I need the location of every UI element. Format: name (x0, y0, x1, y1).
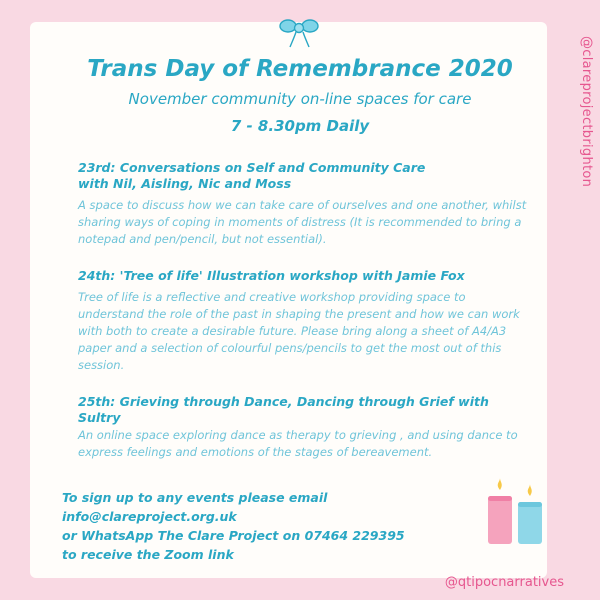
signup-line-3: to receive the Zoom link (62, 547, 234, 562)
page-title: Trans Day of Remembrance 2020 (87, 56, 513, 82)
bow-icon (277, 18, 323, 48)
signup-line-1: To sign up to any events please email info@clareproject.org.uk (62, 490, 328, 524)
list-item (78, 268, 528, 374)
signup-line-2: or WhatsApp The Clare Project on 07464 229395 (62, 528, 405, 543)
list-item (78, 160, 528, 248)
instagram-handle-side: @clareprojectbrighton (579, 36, 594, 188)
list-item (78, 394, 528, 461)
event-times: 7 - 8.30pm Daily (230, 117, 370, 135)
session-heading-line1: 24th: 'Tree of life' Illustration workshop with Jamie Fox (78, 268, 465, 283)
session-heading-line2: with Nil, Aisling, Nic and Moss (78, 176, 292, 191)
signup-info (62, 488, 462, 564)
page-subtitle: November community on-line spaces for care (128, 90, 472, 108)
candles-icon (478, 476, 558, 548)
session-description: An online space exploring dance as therapy to grieving , and using dance to express feelings and emotions of the stages of bereavement. (78, 428, 518, 459)
instagram-handle-bottom: @qtipocnarratives (444, 575, 564, 590)
session-heading-line1: 25th: Grieving through Dance, Dancing through Grief with Sultry (78, 394, 489, 425)
session-description: A space to discuss how we can take care of ourselves and one another, whilst sharing ways of coping in moments of distress (It is recommended to bring a notepad and pen/pencil, but not essential). (78, 198, 527, 246)
session-description: Tree of life is a reflective and creative workshop providing space to understand the role of the past in shaping the present and how we can work with both to create a desirable future. Please bring along a sheet of A4/A3 paper and a selection of colourful pens/pencils to get the most out of this session. (78, 290, 520, 372)
session-list (78, 160, 528, 481)
session-heading-line1: 23rd: Conversations on Self and Community Care (78, 160, 426, 175)
